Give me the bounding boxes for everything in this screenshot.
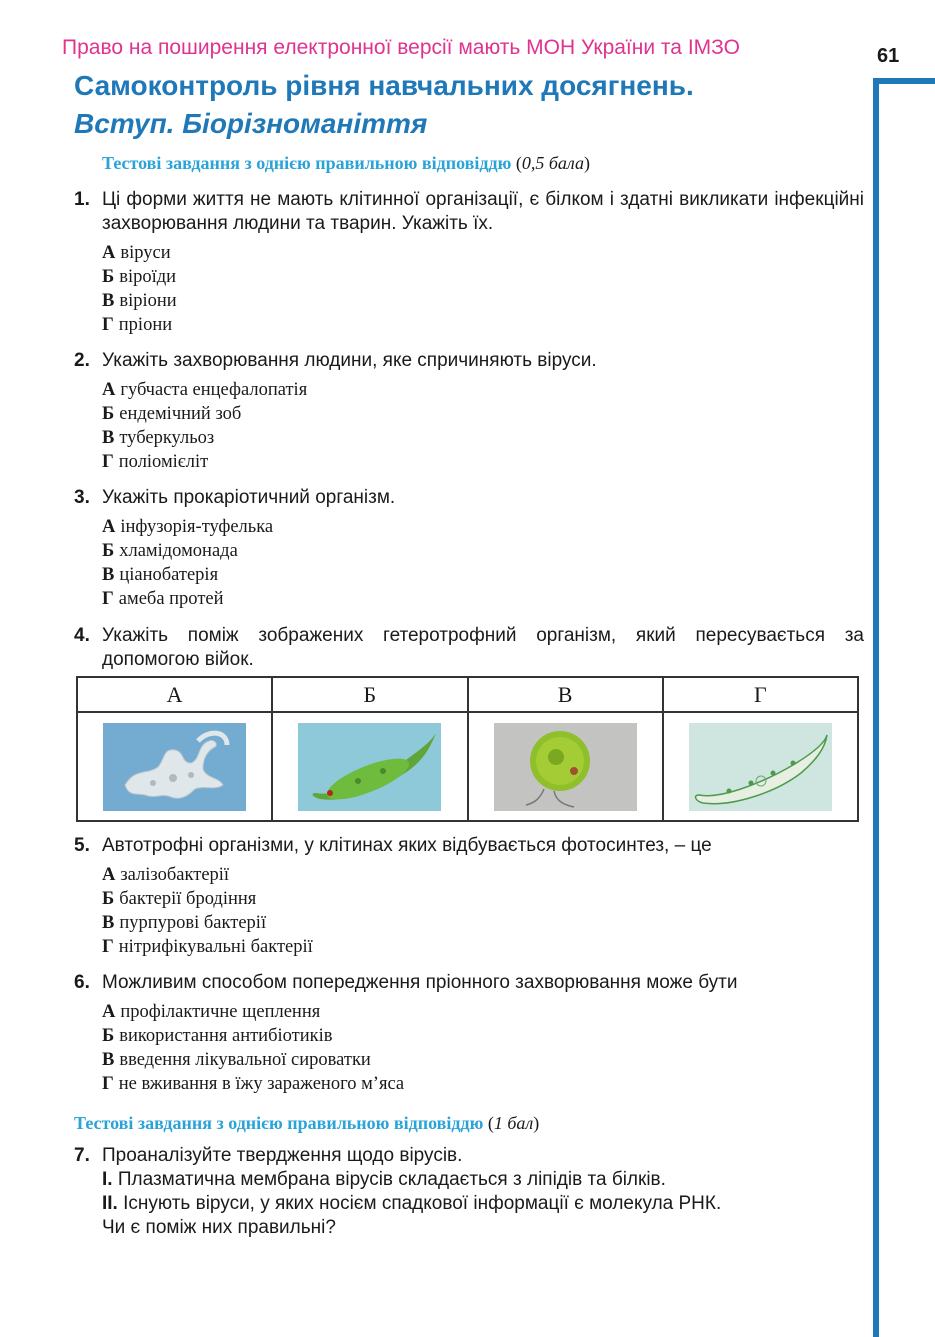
question-text: Проаналізуйте твердження щодо вірусів. [102, 1145, 463, 1166]
option-g: Г нітрифікувальні бактерії [102, 937, 313, 957]
paramecium-photo [689, 723, 832, 811]
chlamydomonas-photo [494, 723, 637, 811]
option-a: А інфузорія-туфелька [102, 517, 274, 537]
table-header-b: Б [272, 677, 467, 712]
statement-1 [102, 1168, 666, 1192]
table-header-v: В [468, 677, 663, 712]
question-text: Укажіть поміж зображених гетеротрофний організм, який пересувається за допомогою війок. [102, 625, 864, 670]
option-b: Б віроїди [102, 267, 177, 287]
option-v: В введення лікувальної сироватки [102, 1050, 371, 1070]
page-number: 61 [877, 45, 900, 67]
option-v: В віріони [102, 291, 177, 311]
option-g: Г поліомієліт [102, 452, 209, 472]
question-text: Автотрофні організми, у клітинах яких відбувається фотосинтез, – це [102, 835, 712, 856]
option-v: В ціанобатерія [102, 565, 219, 585]
question-text: Укажіть прокаріотичний організм. [102, 487, 396, 508]
statement-text: Плазматична мембрана вірусів складається з ліпідів та білків. [117, 1169, 666, 1190]
organism-table [76, 676, 859, 822]
euglena-photo [298, 723, 441, 811]
option-a: А губчаста енцефалопатія [102, 380, 308, 400]
question-3 [74, 486, 864, 510]
option-a: А профілактичне щеплення [102, 1002, 321, 1022]
question-number: 3. [74, 487, 90, 508]
section-heading: Тестові завдання з однією правильною відповіддю (1 бал) [74, 1113, 540, 1133]
option-b: Б бактерії бродіння [102, 889, 257, 909]
option-v: В туберкульоз [102, 428, 215, 448]
options-3 [102, 515, 273, 611]
question-7 [74, 1144, 864, 1168]
option-b: Б використання антибіотиків [102, 1026, 333, 1046]
question-closing: Чи є поміж них правильні? [102, 1217, 336, 1238]
options-5 [102, 863, 313, 959]
option-b: Б хламідомонада [102, 541, 238, 561]
section-points: 0,5 бала [521, 153, 584, 173]
question-text: Можливим способом попередження пріонного захворювання може бути [102, 972, 738, 993]
question-5 [74, 834, 864, 858]
option-g: Г амеба протей [102, 589, 224, 609]
table-header-g: Г [663, 677, 858, 712]
statement-numeral: I. [102, 1169, 113, 1190]
question-number: 6. [74, 972, 90, 993]
statement-2 [102, 1192, 721, 1216]
section-heading: Тестові завдання з однією правильною відповіддю (0,5 бала) [102, 153, 590, 173]
question-number: 1. [74, 189, 90, 210]
question-number: 7. [74, 1145, 90, 1166]
option-g: Г не вживання в їжу зараженого м’яса [102, 1074, 405, 1094]
option-a: А віруси [102, 243, 171, 263]
options-6 [102, 1000, 404, 1096]
statement-numeral: II. [102, 1193, 118, 1214]
option-a: А залізобактерії [102, 865, 230, 885]
table-header-a: А [77, 677, 272, 712]
margin-rule-horizontal [873, 78, 935, 84]
question-number: 2. [74, 350, 90, 371]
option-v: В пурпурові бактерії [102, 913, 267, 933]
section-points: 1 бал [493, 1113, 534, 1133]
question-6 [74, 971, 864, 995]
question-text: Укажіть захворювання людини, яке спричиняють віруси. [102, 350, 597, 371]
question-number: 5. [74, 835, 90, 856]
amoeba-photo [103, 723, 246, 811]
options-2 [102, 378, 307, 474]
question-2 [74, 349, 864, 373]
distribution-notice: Право на поширення електронної версії мають МОН України та ІМЗО [62, 36, 740, 59]
page-title: Самоконтроль рівня навчальних досягнень. [74, 70, 694, 101]
option-g: Г пріони [102, 315, 173, 335]
section-label: Тестові завдання з однією правильною відповіддю [74, 1113, 484, 1133]
statement-text: Існують віруси, у яких носієм спадкової інформації є молекула РНК. [123, 1193, 722, 1214]
question-text: Ці форми життя не мають клітинної організації, є білком і здатні викликати інфекційні захворювання людини та тварин. Укажіть їх. [102, 189, 864, 234]
question-4 [74, 624, 864, 672]
section-label: Тестові завдання з однією правильною відповіддю [102, 153, 512, 173]
option-b: Б ендемічний зоб [102, 404, 242, 424]
options-1 [102, 241, 177, 337]
margin-rule-vertical [873, 78, 879, 1337]
question-1 [74, 188, 864, 236]
question-number: 4. [74, 625, 90, 646]
page-subtitle: Вступ. Біорізноманіття [74, 108, 428, 139]
